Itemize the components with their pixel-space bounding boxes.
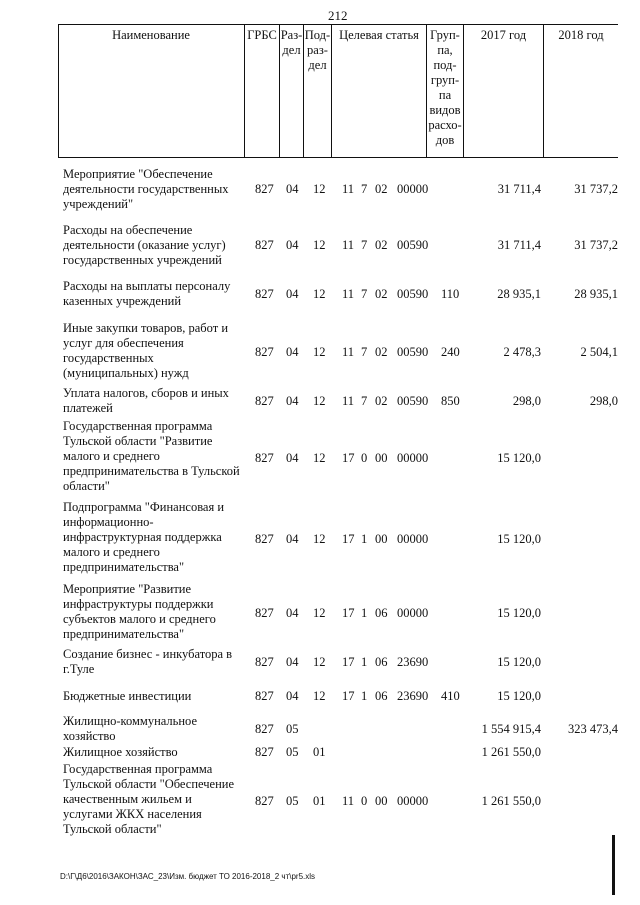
row-target-part: 23690 [397, 689, 429, 703]
row-target-part: 7 [361, 394, 368, 408]
header-divider [463, 24, 464, 158]
row-razdel: 04 [286, 182, 299, 196]
row-grbs: 827 [255, 394, 274, 408]
header-target: Целевая статья [339, 28, 419, 42]
row-target-part: 1 [361, 655, 368, 669]
row-name: Бюджетные инвестиции [63, 689, 192, 703]
row-target-part: 00 [375, 451, 388, 465]
header-name: Наименование [112, 28, 190, 42]
row-2017: 1 261 550,0 [481, 745, 541, 759]
row-2017: 15 120,0 [497, 451, 541, 465]
page-number: 212 [328, 8, 348, 23]
row-target-part: 17 [342, 655, 355, 669]
row-target-part: 0 [361, 451, 368, 465]
row-target-part: 17 [342, 689, 355, 703]
row-name: Государственная программа Тульской области "Развитие малого и среднего предпринимательства в Тульской области" [63, 419, 240, 493]
row-target-part: 00000 [397, 451, 429, 465]
row-razdel: 04 [286, 287, 299, 301]
row-grbs: 827 [255, 451, 274, 465]
row-target-part: 7 [361, 182, 368, 196]
row-name: Жилищное хозяйство [63, 745, 178, 759]
row-2017: 1 554 915,4 [481, 722, 541, 736]
row-target-part: 00 [375, 532, 388, 546]
header-2018: 2018 год [558, 28, 604, 42]
row-grbs: 827 [255, 606, 274, 620]
row-podrazdel: 12 [313, 689, 326, 703]
row-target-part: 7 [361, 345, 368, 359]
row-2018: 31 737,2 [574, 238, 618, 252]
row-target-part: 17 [342, 451, 355, 465]
row-target-part: 00590 [397, 345, 429, 359]
row-name: Подпрограмма "Финансовая и информационно-инфраструктурная поддержка малого и среднего предпринимательства" [63, 500, 225, 574]
row-2017: 15 120,0 [497, 655, 541, 669]
row-2018: 323 473,4 [568, 722, 618, 736]
row-2017: 298,0 [512, 394, 541, 408]
row-name: Расходы на выплаты персоналу казенных учреждений [63, 279, 231, 308]
row-2018: 28 935,1 [574, 287, 618, 301]
row-target-part: 00000 [397, 794, 429, 808]
row-podrazdel: 01 [313, 745, 326, 759]
row-target-part: 00590 [397, 394, 429, 408]
row-name: Иные закупки товаров, работ и услуг для обеспечения государственных (муниципальных) нужд [63, 321, 229, 380]
row-target-part: 00000 [397, 606, 429, 620]
row-grbs: 827 [255, 794, 274, 808]
header-divider [244, 24, 245, 158]
row-podrazdel: 12 [313, 451, 326, 465]
header-2017: 2017 год [480, 28, 527, 42]
scan-edge-mark [612, 835, 615, 895]
row-grbs: 827 [255, 238, 274, 252]
row-target-part: 17 [342, 606, 355, 620]
row-target-part: 02 [375, 182, 388, 196]
row-target-part: 17 [342, 532, 355, 546]
row-grbs: 827 [255, 689, 274, 703]
row-target-part: 00000 [397, 532, 429, 546]
row-target-part: 06 [375, 606, 388, 620]
row-razdel: 04 [286, 451, 299, 465]
file-path-footer: D:\Г\Д6\2016\ЗАКОН\ЗАС_23\Изм. бюджет ТО 2016-2018_2 чт\pr5.xls [60, 872, 316, 881]
row-target-part: 11 [342, 287, 355, 301]
header-bottom-border [58, 157, 618, 158]
row-razdel: 05 [286, 722, 299, 736]
row-target-part: 11 [342, 394, 355, 408]
row-target-part: 00000 [397, 182, 429, 196]
row-2017: 2 478,3 [503, 345, 541, 359]
row-podrazdel: 12 [313, 606, 326, 620]
row-group: 850 [441, 394, 460, 408]
row-2017: 15 120,0 [497, 606, 541, 620]
row-target-part: 11 [342, 345, 355, 359]
row-group: 110 [441, 287, 460, 301]
row-grbs: 827 [255, 287, 274, 301]
row-razdel: 04 [286, 345, 299, 359]
row-target-part: 02 [375, 394, 388, 408]
row-podrazdel: 12 [313, 655, 326, 669]
row-name: Жилищно-коммунальное хозяйство [63, 714, 197, 743]
row-podrazdel: 12 [313, 394, 326, 408]
row-grbs: 827 [255, 722, 274, 736]
row-podrazdel: 12 [313, 345, 326, 359]
row-razdel: 05 [286, 794, 299, 808]
row-target-part: 06 [375, 689, 388, 703]
header-grbs: ГРБС [247, 28, 277, 42]
row-podrazdel: 12 [313, 182, 326, 196]
header-top-border [58, 24, 618, 25]
row-podrazdel: 12 [313, 287, 326, 301]
row-podrazdel: 12 [313, 238, 326, 252]
header-razdel: Раз- дел [280, 28, 303, 57]
row-grbs: 827 [255, 532, 274, 546]
row-2017: 28 935,1 [497, 287, 541, 301]
row-2018: 2 504,1 [580, 345, 618, 359]
header-divider [331, 24, 332, 158]
header-divider [58, 24, 59, 158]
row-target-part: 11 [342, 182, 355, 196]
row-name: Государственная программа Тульской области "Обеспечение качественным жильем и услугами ЖКХ населения Тульской области" [63, 762, 235, 836]
row-2017: 31 711,4 [497, 182, 541, 196]
row-2018: 31 737,2 [574, 182, 618, 196]
header-divider [543, 24, 544, 158]
row-podrazdel: 01 [313, 794, 326, 808]
row-target-part: 1 [361, 532, 368, 546]
row-razdel: 04 [286, 532, 299, 546]
row-target-part: 00 [375, 794, 388, 808]
row-target-part: 11 [342, 238, 355, 252]
row-grbs: 827 [255, 745, 274, 759]
row-grbs: 827 [255, 655, 274, 669]
row-target-part: 02 [375, 287, 388, 301]
row-razdel: 04 [286, 394, 299, 408]
row-target-part: 00590 [397, 287, 429, 301]
row-target-part: 7 [361, 287, 368, 301]
row-2017: 15 120,0 [497, 532, 541, 546]
row-2017: 31 711,4 [497, 238, 541, 252]
row-razdel: 04 [286, 238, 299, 252]
row-razdel: 04 [286, 606, 299, 620]
row-grbs: 827 [255, 182, 274, 196]
row-2017: 15 120,0 [497, 689, 541, 703]
row-razdel: 04 [286, 655, 299, 669]
header-podrazdel: Под- раз- дел [304, 28, 331, 72]
row-2017: 1 261 550,0 [481, 794, 541, 808]
row-target-part: 06 [375, 655, 388, 669]
row-name: Расходы на обеспечение деятельности (оказание услуг) государственных учреждений [63, 223, 226, 267]
row-target-part: 1 [361, 689, 368, 703]
row-target-part: 1 [361, 606, 368, 620]
header-group: Груп- па, под- груп- па видов расхо- дов [428, 28, 462, 147]
row-target-part: 02 [375, 238, 388, 252]
row-target-part: 0 [361, 794, 368, 808]
row-target-part: 00590 [397, 238, 429, 252]
row-razdel: 05 [286, 745, 299, 759]
row-target-part: 7 [361, 238, 368, 252]
row-name: Мероприятие "Обеспечение деятельности государственных учреждений" [63, 167, 229, 211]
row-grbs: 827 [255, 345, 274, 359]
row-podrazdel: 12 [313, 532, 326, 546]
row-razdel: 04 [286, 689, 299, 703]
row-target-part: 02 [375, 345, 388, 359]
row-target-part: 23690 [397, 655, 429, 669]
row-group: 410 [441, 689, 460, 703]
row-name: Создание бизнес - инкубатора в г.Туле [63, 647, 233, 676]
row-target-part: 11 [342, 794, 355, 808]
row-name: Уплата налогов, сборов и иных платежей [63, 386, 229, 415]
row-group: 240 [441, 345, 460, 359]
row-2018: 298,0 [589, 394, 618, 408]
row-name: Мероприятие "Развитие инфраструктуры поддержки субъектов малого и среднего предпринимательства" [63, 582, 216, 641]
